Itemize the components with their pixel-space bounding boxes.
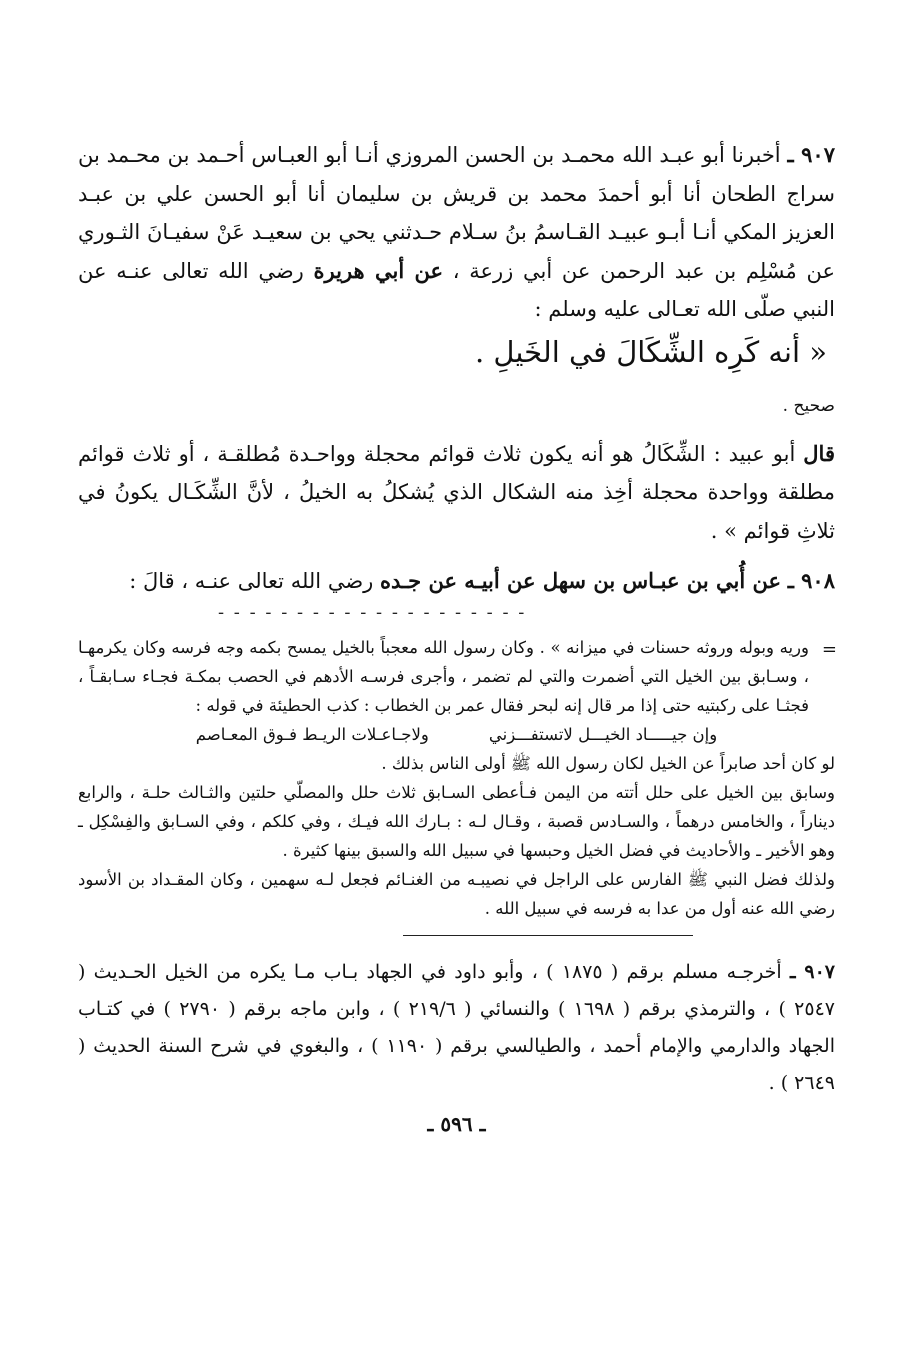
hadith-chain: عن أُبي بن عبـاس بن سهل عن أبيـه عن جـده [379,568,781,593]
hadith-rest: رضي الله تعالى عنـه ، قالَ : [129,569,374,593]
hadith-907 [78,136,835,329]
narrator-name: عن أبي هريرة [313,257,444,283]
hadith-grade: صحيح . [782,395,835,416]
footnote-line: ولذلك فضل النبي ﷺ الفارس على الراجل في نصيبـه من الغنـائم فجعل لـه سهمين ، وكان المقـداد بن الأسود رضي الله عنه أول من عدا به فرسه في سبيل الله . [78,869,835,918]
dashed-separator: - - - - - - - - - - - - - - - - - - - - [218,601,527,623]
verse-second-hemistich: ولاجـاعـلات الريـط فـوق المعـاصم [195,724,429,744]
footnote-line: لو كان أحد صابراً عن الخيل لكان رسول الله ﷺ أولى الناس بذلك . [381,753,835,773]
isnad-part-b: رضي الله تعالى عنـه عن النبي صلّى الله تعـالى عليه وسلم : [78,258,835,321]
hadith-matn: « أنه كَرِه الشِّكَالَ في الخَيلِ . [475,334,827,369]
footnote-line: وسابق بين الخيل على حلل أتته من اليمن فـأعطى السـابق ثلاث حلل والمصلّي حلتين والثـالث حلـة ، والرابع ديناراً ، والخامس درهماً ، والسـادس قصبة ، وقـال لـه : بـارك الله فيـك ، وفي كلكم ، وفي السـابق والفِسْكِل ـ وهو الأخير ـ والأحاديث في فضل الخيل وحبسها في سبيل الله والسبق بينها كثيرة . [78,782,835,860]
page-number: ـ ٥٩٦ ـ [427,1111,486,1136]
takhrij-paragraph [78,954,835,1102]
takhrij-number: ٩٠٧ ـ [789,960,836,983]
commentary-text: أبو عبيد : الشِّكَالُ هو أنه يكون ثلاث قوائم محجلة وواحـدة مُطلقـة ، أو ثلاث قوائم مطلقة وواحدة محجلة أخِذ منه الشكال الذي يُشكلُ به الخيلُ ، لأنَّ الشِّكَـال يكونُ في ثلاثِ قوائم » . [78,441,835,543]
footnote-block [78,633,835,923]
continuation-mark: = [821,638,837,660]
commentary-speaker: قال [803,440,835,466]
poetry-verse [78,720,835,749]
hadith-908 [78,562,835,601]
hadith-number: ٩٠٨ ـ [787,568,835,593]
commentary-paragraph [78,435,835,551]
footnote-rule [403,935,693,936]
isnad-part-a: أخبرنا أبو عبـد الله محمـد بن الحسن المروزي أنـا أبو العبـاس أحـمد بن محـمد بن سراج الطحان أنا أبو أحمدَ محمد بن قريش بن سليمان أنا أبو الحسن علي بن عبـد العزيز المكي أنـا أبـو عبيـد القـاسمُ بنُ سـلام حـدثني يحي بن سعيـد عَنْ سفيـانَ الثـوري عن مُسْلِم بن عبد الرحمن عن أبي زرعة ، [78,143,835,283]
footnote-line: وريه وبوله وروثه حسنات في ميزانه » . وكان رسول الله معجباً بالخيل يمسح بكمه وجه فرسه وكان يكرمهـا ، وسـابق بين الخيل التي أضمرت والتي لم تضمر ، وأجرى فرسـه الأدهم في الحصب بمكـة فجـاء سـابقـاً ، فجثـا على ركبتيه حتى إذا مر قال إنه لبحر فقال عمر بن الخطاب : كذب الحطيئة في قوله : [78,637,809,715]
hadith-number: ٩٠٧ ـ [787,142,835,167]
takhrij-text: أخرجـه مسلم برقم ( ١٨٧٥ ) ، وأبو داود في الجهاد بـاب مـا يكره من الخيل الحـديث ( ٢٥٤٧ ) ، والترمذي برقم ( ١٦٩٨ ) والنسائي ( ٢١٩/٦ ) ، وابن ماجه برقم ( ٢٧٩٠ ) في كتـاب الجهاد والدارمي والإمام أحمد ، والطيالسي برقم ( ١١٩٠ ) ، والبغوي في شرح السنة الحديث ( ٢٦٤٩ ) . [78,960,835,1094]
verse-first-hemistich: وإن جيـــــاد الخيـــل لاتستفـــزني [488,724,718,744]
